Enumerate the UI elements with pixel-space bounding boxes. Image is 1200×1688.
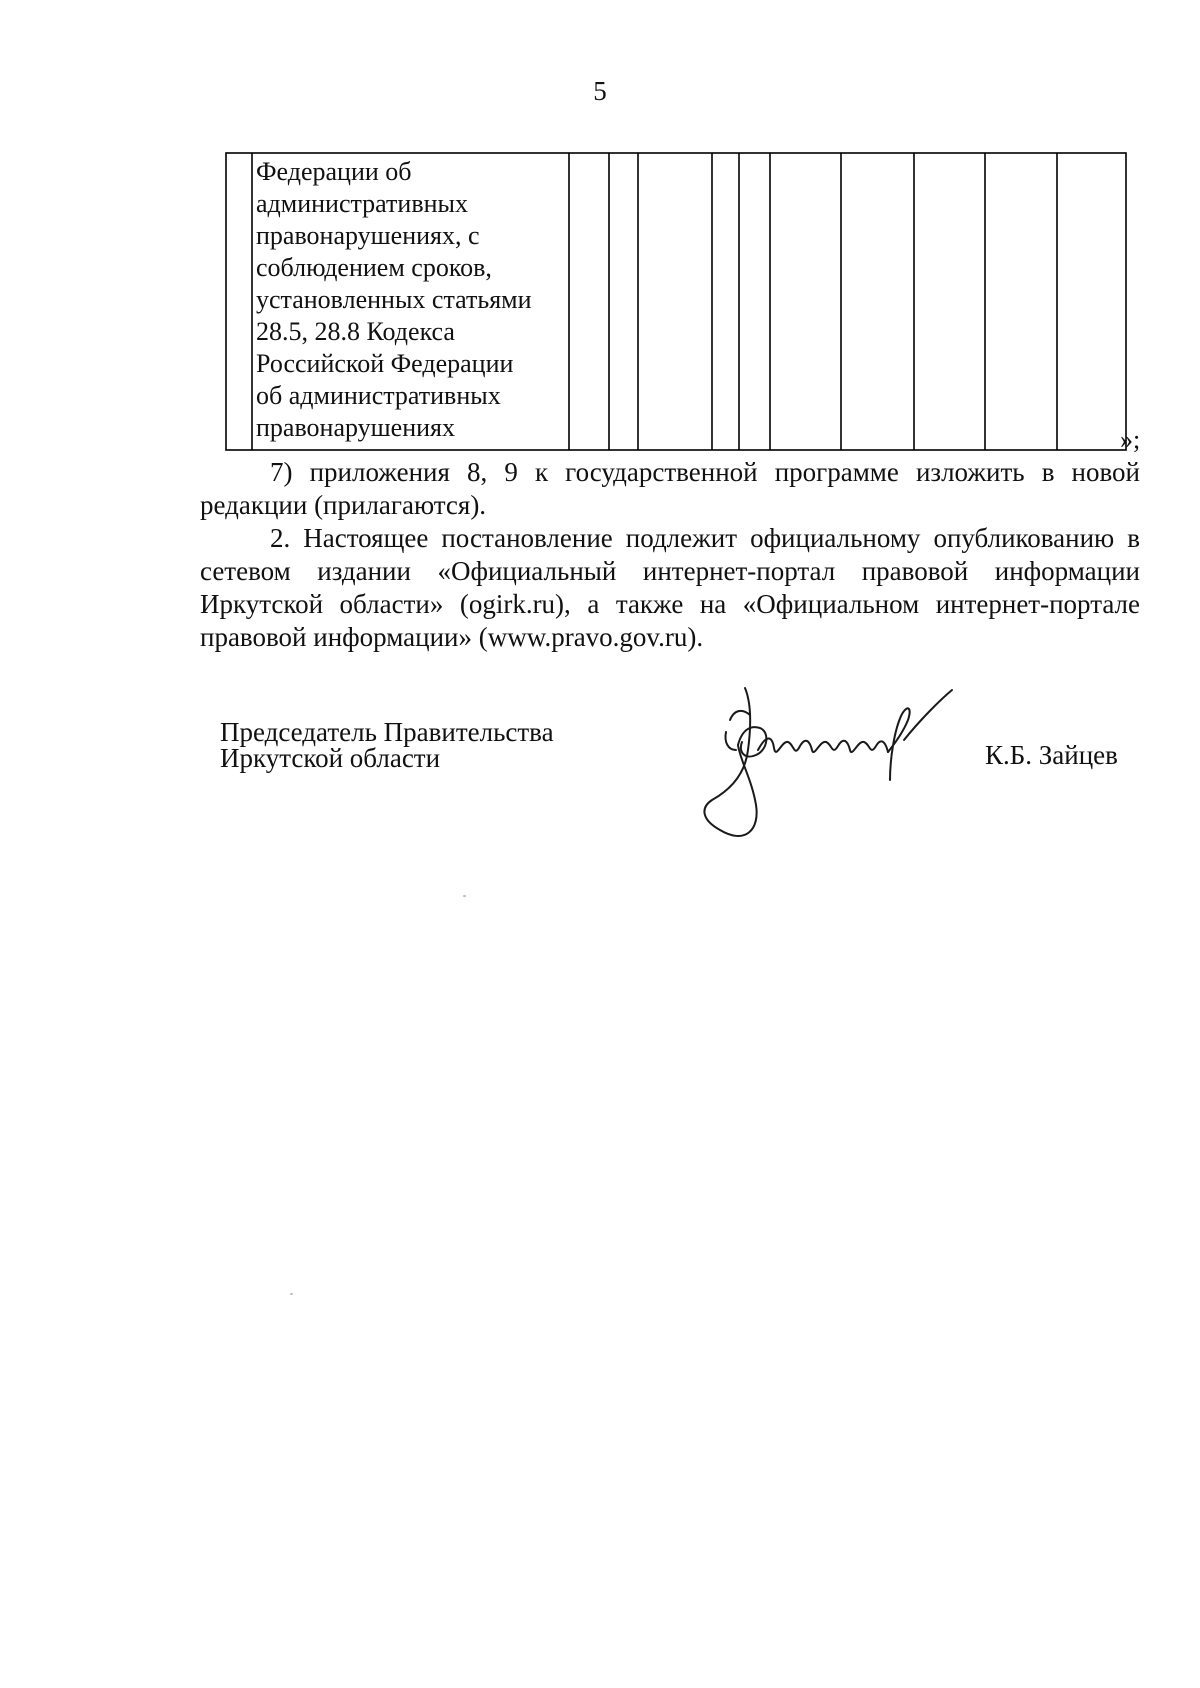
table-cell-text: Федерации об административных правонарушениях, с соблюдением сроков, установленных статьями 28.5, 28.8 Кодекса Российской Федерации об административных правонарушениях xyxy=(256,157,532,442)
paragraph-publication xyxy=(200,522,1140,654)
signatory-title-line2: Иркутской области xyxy=(220,743,441,773)
handwritten-signature xyxy=(690,680,990,850)
closing-quote: »; xyxy=(1120,425,1141,454)
signatory-title-line1: Председатель Правительства xyxy=(220,717,554,747)
paragraph-item-7 xyxy=(200,456,1140,522)
paragraph-text: 7) приложения 8, 9 к государственной программе изложить в новой редакции (прилагаются). xyxy=(200,457,1140,520)
signatory-title xyxy=(220,719,554,771)
signatory-name: К.Б. Зайцев xyxy=(985,740,1118,770)
paragraph-text: 2. Настоящее постановление подлежит официальному опубликованию в сетевом издании «Официальный интернет-портал правовой информации Иркутской области» (ogirk.ru), а также на «Официальном интернет-портале правовой информации» (www.pravo.gov.ru). xyxy=(200,523,1140,652)
scan-speck xyxy=(290,1293,293,1295)
table-fragment xyxy=(225,152,1129,452)
page-number: 5 xyxy=(593,76,607,106)
scan-speck xyxy=(463,895,466,897)
